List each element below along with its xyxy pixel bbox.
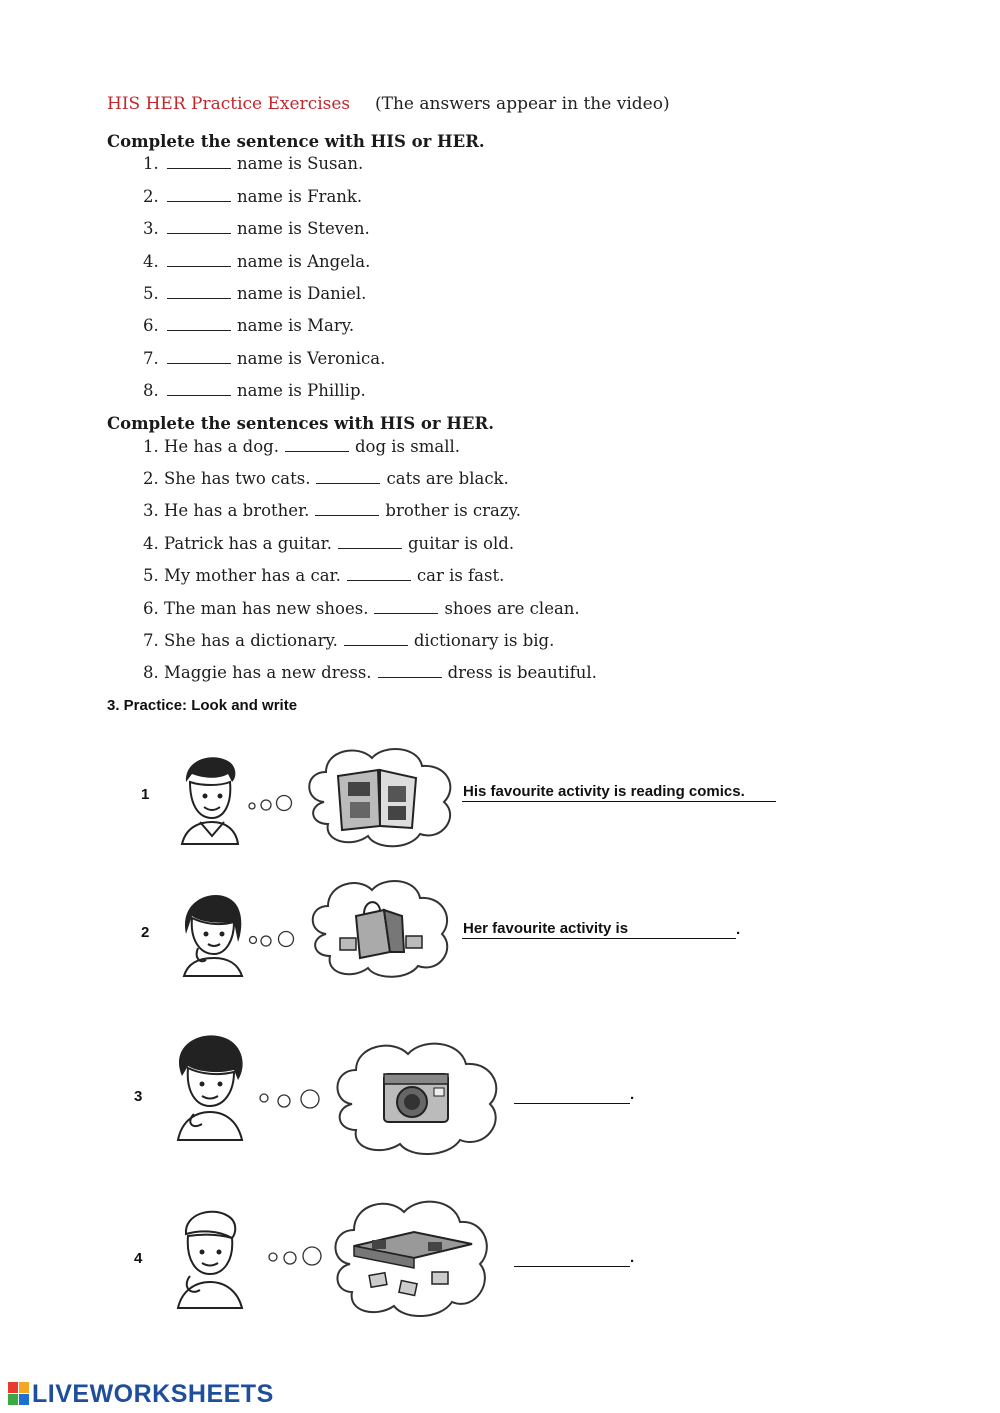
boy-avatar-icon [172,1206,248,1310]
list-item: 5. name is Daniel. [143,284,367,303]
answer-blank[interactable] [167,284,231,299]
worksheet-title: HIS HER Practice Exercises [107,94,351,114]
answer-underline[interactable] [514,1266,630,1267]
answer-blank[interactable] [167,252,231,267]
worksheet-note: (The answers appear in the video) [375,94,670,114]
answer-blank[interactable] [167,349,231,364]
sentence-period: . [736,921,741,938]
photo-album-icon [328,1196,494,1322]
logo-blocks-icon [8,1382,30,1406]
answer-blank[interactable] [167,187,231,202]
row-number: 1 [141,786,150,803]
answer-blank[interactable] [374,599,438,614]
row-number: 3 [134,1088,143,1105]
row-number: 4 [134,1250,143,1267]
camera-icon [330,1038,506,1158]
list-item: 1. He has a dog. dog is small. [143,437,461,456]
thought-bubbles-icon [266,1244,326,1270]
sentence-period: . [630,1249,635,1266]
list-item: 3. name is Steven. [143,219,370,238]
answer-underline[interactable] [462,938,736,939]
answer-underline[interactable] [514,1103,630,1104]
thought-bubbles-icon [246,792,296,814]
answer-blank[interactable] [167,219,231,234]
list-item: 6. name is Mary. [143,316,355,335]
answer-blank[interactable] [378,663,442,678]
section3-heading: 3. Practice: Look and write [107,697,298,714]
list-item: 1. name is Susan. [143,154,364,173]
list-item: 2. She has two cats. cats are black. [143,469,509,488]
list-item: 5. My mother has a car. car is fast. [143,566,505,585]
list-item: 2. name is Frank. [143,187,363,206]
boy-avatar-icon [178,752,242,848]
section2-heading: Complete the sentences with HIS or HER. [107,414,494,433]
comic-book-icon [302,742,460,850]
answer-blank[interactable] [167,381,231,396]
thought-bubbles-icon [256,1086,324,1112]
list-item: 7. name is Veronica. [143,349,386,368]
answer-blank[interactable] [167,154,231,169]
list-item: 6. The man has new shoes. shoes are clean. [143,599,580,618]
answer-blank[interactable] [315,501,379,516]
answer-underline[interactable] [462,801,776,802]
answer-blank[interactable] [344,631,408,646]
list-item: 3. He has a brother. brother is crazy. [143,501,521,520]
brand-name: LIVEWORKSHEETS [32,1380,274,1408]
shopping-bags-icon [306,876,456,980]
list-item: 8. name is Phillip. [143,381,366,400]
boy-avatar-icon [172,1034,248,1142]
girl-avatar-icon [178,888,248,978]
answer-blank[interactable] [316,469,380,484]
list-item: 8. Maggie has a new dress. dress is beautiful. [143,663,597,682]
answer-blank[interactable] [338,534,402,549]
answer-blank[interactable] [285,437,349,452]
list-item: 7. She has a dictionary. dictionary is big. [143,631,555,650]
answer-sentence: Her favourite activity is [463,920,629,937]
answer-blank[interactable] [347,566,411,581]
thought-bubbles-icon [246,928,298,950]
list-item: 4. Patrick has a guitar. guitar is old. [143,534,515,553]
row-number: 2 [141,924,150,941]
answer-sentence: His favourite activity is reading comics. [463,783,745,800]
answer-blank[interactable] [167,316,231,331]
list-item: 4. name is Angela. [143,252,371,271]
sentence-period: . [630,1086,635,1103]
section1-heading: Complete the sentence with HIS or HER. [107,132,485,151]
